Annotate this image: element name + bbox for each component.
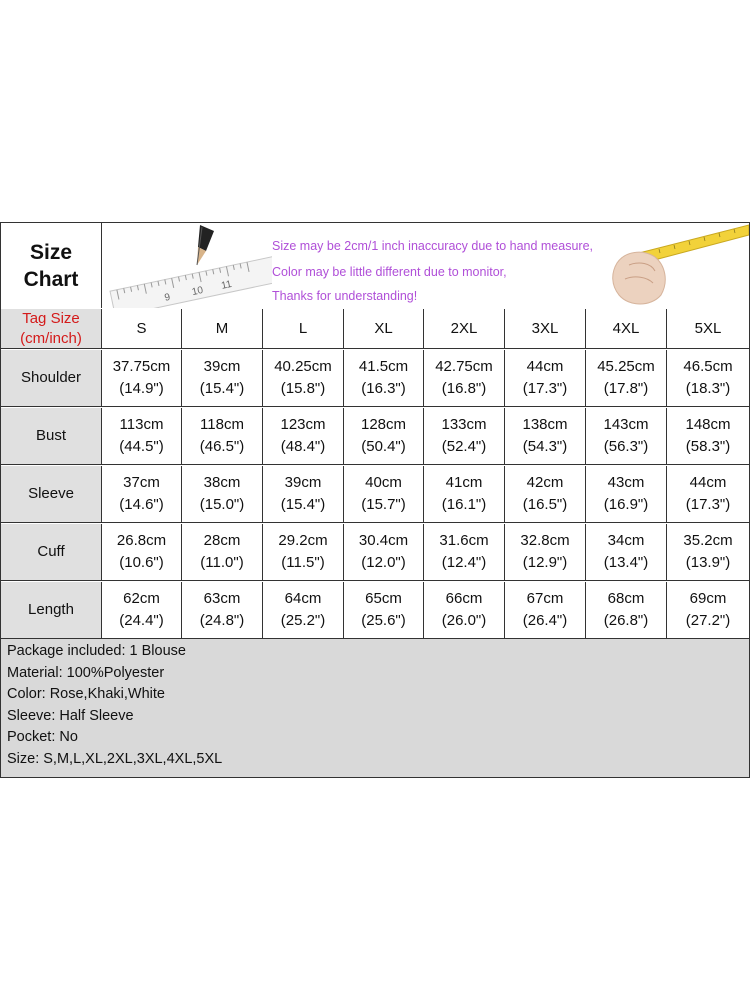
note-color: Color may be little different due to monitor, bbox=[272, 265, 507, 279]
inch-value: (16.5") bbox=[522, 496, 568, 513]
inch-value: (46.5") bbox=[199, 438, 245, 455]
cm-value: 41.5cm bbox=[358, 358, 409, 375]
cell-5xl bbox=[667, 466, 749, 522]
cell-s bbox=[102, 466, 182, 522]
cell-2xl bbox=[424, 350, 505, 406]
cm-value: 128cm bbox=[360, 416, 407, 433]
cm-value: 39cm bbox=[203, 358, 241, 375]
size-header-s: S bbox=[102, 309, 182, 348]
measurement-row-bust bbox=[1, 408, 749, 465]
inch-value: (12.4") bbox=[441, 554, 487, 571]
cm-value: 63cm bbox=[203, 590, 241, 607]
cell-5xl bbox=[667, 524, 749, 580]
cell-4xl bbox=[586, 350, 667, 406]
cell-m bbox=[182, 350, 263, 406]
inch-value: (16.3") bbox=[361, 380, 406, 397]
cm-value: 34cm bbox=[607, 532, 645, 549]
inch-value: (13.9") bbox=[685, 554, 731, 571]
inch-value: (27.2") bbox=[685, 612, 731, 629]
tag-size-label bbox=[1, 309, 102, 348]
cm-value: 68cm bbox=[607, 590, 645, 607]
cell-l bbox=[263, 524, 344, 580]
size-header-l: L bbox=[263, 309, 344, 348]
inch-value: (56.3") bbox=[603, 438, 649, 455]
inch-value: (17.8") bbox=[603, 380, 649, 397]
measurement-row-sleeve bbox=[1, 466, 749, 523]
inch-value: (44.5") bbox=[119, 438, 164, 455]
ruler-tick-10: 10 bbox=[190, 284, 205, 299]
cell-m bbox=[182, 582, 263, 638]
cell-l bbox=[263, 350, 344, 406]
cm-value: 29.2cm bbox=[278, 532, 328, 549]
cm-value: 43cm bbox=[607, 474, 645, 491]
cm-value: 148cm bbox=[685, 416, 731, 433]
cell-4xl bbox=[586, 582, 667, 638]
ruler-tick-9: 9 bbox=[163, 291, 172, 304]
cm-value: 64cm bbox=[284, 590, 322, 607]
cm-value: 44cm bbox=[526, 358, 564, 375]
inch-value: (16.1") bbox=[441, 496, 487, 513]
cell-xl bbox=[344, 408, 424, 464]
ruler-tick-11: 11 bbox=[220, 278, 233, 292]
cell-m bbox=[182, 524, 263, 580]
cell-l bbox=[263, 466, 344, 522]
cm-value: 113cm bbox=[119, 416, 164, 433]
measurement-row-length bbox=[1, 582, 749, 639]
row-label: Length bbox=[1, 582, 102, 638]
inch-value: (17.3") bbox=[522, 380, 568, 397]
tag-size-line-2: (cm/inch) bbox=[20, 329, 82, 347]
cm-value: 40cm bbox=[365, 474, 402, 491]
cell-4xl bbox=[586, 408, 667, 464]
size-header-5xl: 5XL bbox=[694, 320, 722, 337]
cm-value: 66cm bbox=[445, 590, 483, 607]
info-pocket: Pocket: No bbox=[7, 729, 78, 745]
inch-value: (15.4") bbox=[199, 380, 245, 397]
inch-value: (24.4") bbox=[119, 612, 164, 629]
inch-value: (17.3") bbox=[685, 496, 731, 513]
cm-value: 30.4cm bbox=[358, 532, 409, 549]
inch-value: (14.6") bbox=[119, 496, 164, 513]
cell-s bbox=[102, 408, 182, 464]
cell-3xl bbox=[505, 408, 586, 464]
cm-value: 118cm bbox=[200, 416, 244, 433]
inch-value: (15.4") bbox=[280, 496, 326, 513]
tag-size-line-1: Tag Size bbox=[22, 309, 80, 327]
inch-value: (11.0") bbox=[200, 554, 244, 571]
cell-xl bbox=[344, 350, 424, 406]
cell-l bbox=[263, 408, 344, 464]
inch-value: (26.0") bbox=[441, 612, 487, 629]
cm-value: 46.5cm bbox=[683, 358, 733, 375]
cm-value: 44cm bbox=[689, 474, 727, 491]
measurement-row-shoulder bbox=[1, 350, 749, 407]
inch-value: (11.5") bbox=[281, 554, 325, 571]
inch-value: (24.8") bbox=[199, 612, 245, 629]
size-header-xl: XL bbox=[344, 309, 424, 348]
cell-2xl bbox=[424, 408, 505, 464]
inch-value: (10.6") bbox=[119, 554, 164, 571]
cm-value: 28cm bbox=[203, 532, 241, 549]
size-header-m: M bbox=[182, 309, 263, 348]
cm-value: 39cm bbox=[284, 474, 322, 491]
cm-value: 138cm bbox=[522, 416, 568, 433]
cm-value: 42cm bbox=[526, 474, 564, 491]
cm-value: 38cm bbox=[203, 474, 241, 491]
ruler-pencil-illustration bbox=[102, 223, 272, 308]
cm-value: 69cm bbox=[689, 590, 727, 607]
info-color: Color: Rose,Khaki,White bbox=[7, 686, 165, 702]
inch-value: (25.6") bbox=[361, 612, 406, 629]
size-header-row bbox=[1, 309, 749, 349]
inch-value: (15.7") bbox=[361, 496, 406, 513]
inch-value: (15.8") bbox=[280, 380, 326, 397]
inch-value: (12.9") bbox=[522, 554, 568, 571]
title-line-2: Chart bbox=[23, 267, 79, 291]
cm-value: 35.2cm bbox=[683, 532, 733, 549]
cell-s bbox=[102, 582, 182, 638]
cm-value: 133cm bbox=[441, 416, 487, 433]
info-sizes: Size: S,M,L,XL,2XL,3XL,4XL,5XL bbox=[7, 750, 223, 767]
cm-value: 123cm bbox=[280, 416, 326, 433]
inch-value: (15.0") bbox=[199, 496, 245, 513]
inch-value: (52.4") bbox=[441, 438, 487, 455]
pencil-icon bbox=[197, 225, 214, 265]
row-label: Sleeve bbox=[1, 466, 102, 522]
cell-4xl bbox=[586, 466, 667, 522]
info-sleeve: Sleeve: Half Sleeve bbox=[7, 707, 134, 724]
size-chart-title bbox=[1, 223, 102, 308]
chart-header bbox=[1, 223, 749, 308]
cell-s bbox=[102, 524, 182, 580]
inch-value: (13.4") bbox=[603, 554, 649, 571]
cell-5xl bbox=[667, 408, 749, 464]
cm-value: 37.75cm bbox=[112, 358, 171, 375]
cm-value: 37cm bbox=[123, 474, 160, 491]
info-package: Package included: 1 Blouse bbox=[7, 643, 186, 659]
row-label: Shoulder bbox=[1, 350, 102, 406]
cell-3xl bbox=[505, 466, 586, 522]
cell-xl bbox=[344, 582, 424, 638]
inch-value: (58.3") bbox=[685, 438, 731, 455]
cm-value: 65cm bbox=[365, 590, 402, 607]
cell-5xl bbox=[667, 350, 749, 406]
info-material: Material: 100%Polyester bbox=[7, 664, 165, 681]
note-thanks: Thanks for understanding! bbox=[272, 289, 418, 303]
cell-l bbox=[263, 582, 344, 638]
cell-3xl bbox=[505, 350, 586, 406]
inch-value: (54.3") bbox=[522, 438, 568, 455]
cell-5xl bbox=[667, 582, 749, 638]
note-inaccuracy: Size may be 2cm/1 inch inaccuracy due to hand measure, bbox=[272, 239, 594, 253]
cm-value: 143cm bbox=[603, 416, 649, 433]
row-label: Cuff bbox=[1, 524, 102, 580]
cm-value: 62cm bbox=[123, 590, 160, 607]
cm-value: 42.75cm bbox=[435, 358, 493, 375]
title-line-1: Size bbox=[29, 240, 73, 264]
cell-xl bbox=[344, 524, 424, 580]
cm-value: 32.8cm bbox=[520, 532, 570, 549]
cell-xl bbox=[344, 466, 424, 522]
inch-value: (12.0") bbox=[361, 554, 406, 571]
cm-value: 31.6cm bbox=[439, 532, 489, 549]
product-info bbox=[1, 639, 749, 777]
tape-measure-hand-illustration bbox=[599, 223, 749, 308]
inch-value: (48.4") bbox=[280, 438, 326, 455]
cell-3xl bbox=[505, 582, 586, 638]
size-chart bbox=[0, 222, 750, 778]
inch-value: (16.9") bbox=[603, 496, 649, 513]
size-header-2xl: 2XL bbox=[424, 309, 505, 348]
cell-m bbox=[182, 466, 263, 522]
inch-value: (26.8") bbox=[603, 612, 649, 629]
cm-value: 40.25cm bbox=[274, 358, 332, 375]
size-header-3xl: 3XL bbox=[505, 309, 586, 348]
cell-2xl bbox=[424, 524, 505, 580]
cell-s bbox=[102, 350, 182, 406]
cell-3xl bbox=[505, 524, 586, 580]
measurement-row-cuff bbox=[1, 524, 749, 581]
inch-value: (25.2") bbox=[280, 612, 326, 629]
row-label: Bust bbox=[1, 408, 102, 464]
cm-value: 41cm bbox=[445, 474, 483, 491]
cell-4xl bbox=[586, 524, 667, 580]
inch-value: (50.4") bbox=[361, 438, 406, 455]
cm-value: 26.8cm bbox=[116, 532, 167, 549]
inch-value: (18.3") bbox=[685, 380, 731, 397]
measurement-banner bbox=[102, 223, 749, 308]
inch-value: (14.9") bbox=[119, 380, 164, 397]
cell-m bbox=[182, 408, 263, 464]
inch-value: (26.4") bbox=[522, 612, 568, 629]
cell-2xl bbox=[424, 466, 505, 522]
size-header-4xl: 4XL bbox=[586, 309, 667, 348]
inch-value: (16.8") bbox=[441, 380, 487, 397]
cell-2xl bbox=[424, 582, 505, 638]
cm-value: 45.25cm bbox=[597, 358, 655, 375]
cm-value: 67cm bbox=[526, 590, 564, 607]
